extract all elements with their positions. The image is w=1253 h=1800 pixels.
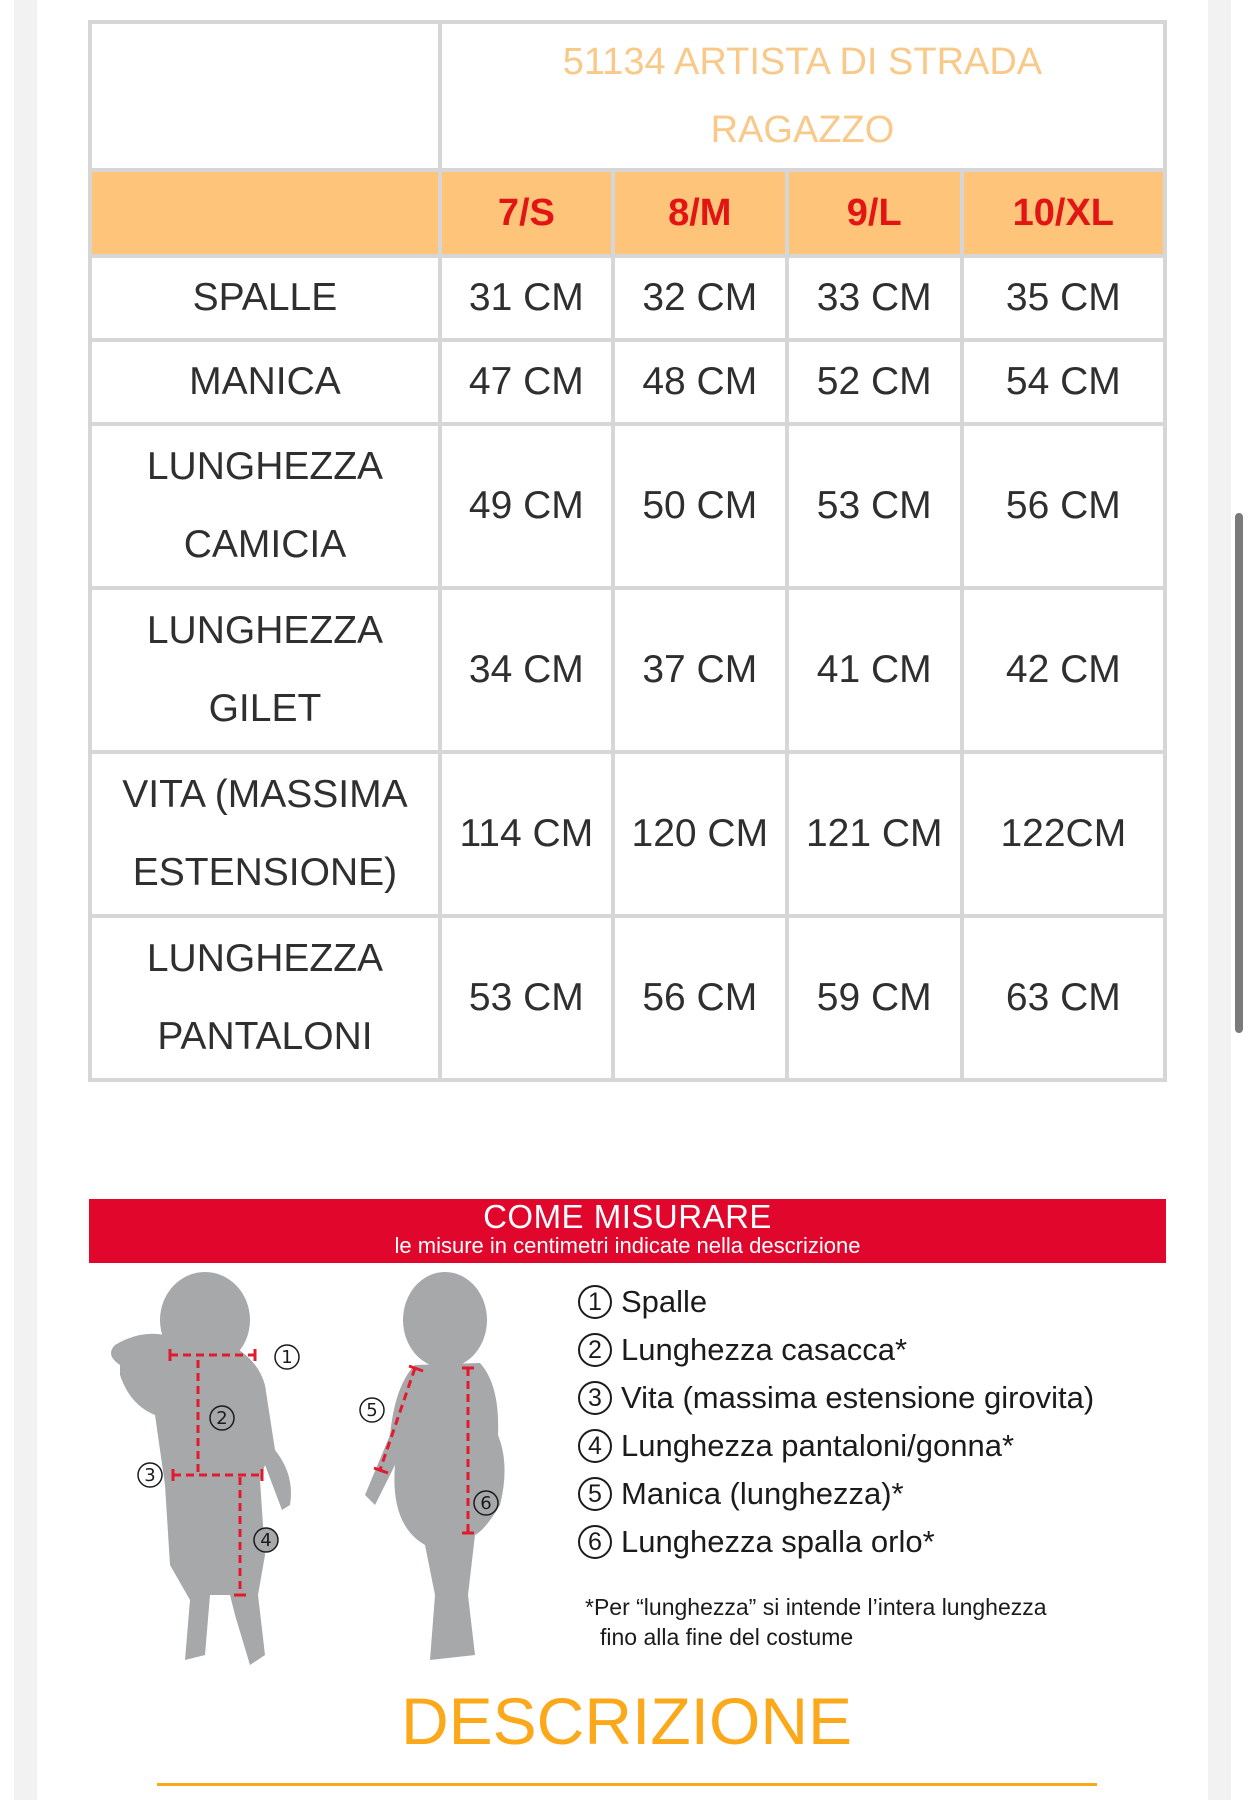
legend-item — [578, 1278, 1094, 1326]
size-header-8m: 8/M — [613, 170, 787, 256]
svg-text:2: 2 — [216, 1408, 228, 1429]
svg-text:5: 5 — [366, 1400, 378, 1421]
legend-item — [578, 1518, 1094, 1566]
number-4-icon: 4 — [578, 1429, 612, 1463]
how-to-measure-banner — [89, 1199, 1166, 1263]
row-label-line2: PANTALONI — [157, 1015, 373, 1058]
table-cell: 42 CM — [962, 588, 1165, 752]
row-label-line1: LUNGHEZZA — [146, 609, 384, 652]
legend-label: Vita (massima estensione girovita) — [621, 1380, 1095, 1415]
legend-label: Lunghezza pantaloni/gonna* — [621, 1428, 1015, 1463]
legend-item — [578, 1470, 1094, 1518]
table-row — [90, 916, 1165, 1080]
number-3-icon: 3 — [578, 1381, 612, 1415]
table-cell: 33 CM — [787, 256, 962, 340]
number-1-icon: 1 — [578, 1285, 612, 1319]
table-cell: 63 CM — [962, 916, 1165, 1080]
product-title-line2: RAGAZZO — [710, 109, 895, 151]
table-cell: 49 CM — [440, 424, 613, 588]
row-label-line1: LUNGHEZZA — [146, 937, 384, 980]
size-header-7s: 7/S — [440, 170, 613, 256]
marker-6-icon — [474, 1491, 498, 1515]
size-header-9l: 9/L — [787, 170, 962, 256]
row-label-line2: GILET — [208, 687, 322, 730]
marker-5-icon — [360, 1398, 384, 1422]
footnote-line2: fino alla fine del costume — [600, 1624, 854, 1650]
row-label-line2: ESTENSIONE) — [132, 851, 398, 894]
table-row — [90, 256, 1165, 340]
table-cell: 53 CM — [440, 916, 613, 1080]
marker-3-icon — [138, 1463, 162, 1487]
table-cell: 53 CM — [787, 424, 962, 588]
row-label — [90, 916, 440, 1080]
banner-subtitle: le misure in centimetri indicate nella descrizione — [394, 1233, 861, 1258]
legend-item — [578, 1422, 1094, 1470]
row-label: MANICA — [90, 340, 440, 424]
empty-corner-cell — [90, 22, 440, 170]
measurement-figures-illustration — [90, 1265, 530, 1685]
legend-label: Lunghezza casacca* — [621, 1332, 908, 1367]
table-cell: 114 CM — [440, 752, 613, 916]
size-chart-table — [88, 20, 1167, 1082]
table-cell: 52 CM — [787, 340, 962, 424]
table-cell: 31 CM — [440, 256, 613, 340]
measurement-legend — [578, 1278, 1094, 1566]
table-cell: 35 CM — [962, 256, 1165, 340]
row-label-line1: LUNGHEZZA — [146, 445, 384, 488]
product-title-line1: 51134 ARTISTA DI STRADA — [562, 41, 1043, 83]
size-header-empty — [90, 170, 440, 256]
size-header-row — [90, 170, 1165, 256]
product-title-cell — [440, 22, 1165, 170]
marker-1-icon — [275, 1345, 299, 1369]
scrollbar-thumb[interactable] — [1235, 513, 1243, 1033]
table-cell: 54 CM — [962, 340, 1165, 424]
row-label: SPALLE — [90, 256, 440, 340]
page-gutter-right — [1208, 0, 1231, 1800]
table-cell: 56 CM — [962, 424, 1165, 588]
child-side-silhouette-icon — [365, 1272, 505, 1660]
marker-4-icon — [254, 1528, 278, 1552]
table-cell: 122CM — [962, 752, 1165, 916]
row-label-line2: CAMICIA — [183, 523, 347, 566]
row-label — [90, 752, 440, 916]
table-cell: 48 CM — [613, 340, 787, 424]
number-2-icon: 2 — [578, 1333, 612, 1367]
legend-item — [578, 1326, 1094, 1374]
number-6-icon: 6 — [578, 1525, 612, 1559]
footnote-line1: *Per “lunghezza” si intende l’intera lunghezza — [585, 1594, 1047, 1620]
svg-text:1: 1 — [281, 1347, 293, 1368]
table-row — [90, 340, 1165, 424]
table-cell: 34 CM — [440, 588, 613, 752]
legend-label: Lunghezza spalla orlo* — [621, 1524, 935, 1559]
number-5-icon: 5 — [578, 1477, 612, 1511]
table-cell: 37 CM — [613, 588, 787, 752]
description-divider — [157, 1783, 1097, 1786]
legend-label: Spalle — [621, 1284, 708, 1319]
table-cell: 120 CM — [613, 752, 787, 916]
svg-text:6: 6 — [480, 1493, 492, 1514]
page-gutter-left — [14, 0, 37, 1800]
row-label — [90, 424, 440, 588]
svg-text:4: 4 — [260, 1530, 272, 1551]
row-label — [90, 588, 440, 752]
row-label-line1: VITA (MASSIMA — [122, 773, 408, 816]
table-cell: 32 CM — [613, 256, 787, 340]
table-cell: 47 CM — [440, 340, 613, 424]
legend-label: Manica (lunghezza)* — [621, 1476, 904, 1511]
table-cell: 121 CM — [787, 752, 962, 916]
description-heading: DESCRIZIONE — [400, 1684, 853, 1758]
svg-text:3: 3 — [144, 1465, 156, 1486]
table-cell: 41 CM — [787, 588, 962, 752]
size-header-10xl: 10/XL — [962, 170, 1165, 256]
table-cell: 50 CM — [613, 424, 787, 588]
table-row — [90, 752, 1165, 916]
table-cell: 56 CM — [613, 916, 787, 1080]
length-footnote — [585, 1592, 1047, 1652]
marker-2-icon — [210, 1406, 234, 1430]
table-cell: 59 CM — [787, 916, 962, 1080]
table-row — [90, 424, 1165, 588]
child-front-silhouette-icon — [111, 1272, 291, 1665]
table-row — [90, 588, 1165, 752]
legend-item — [578, 1374, 1094, 1422]
banner-title: COME MISURARE — [483, 1198, 772, 1235]
